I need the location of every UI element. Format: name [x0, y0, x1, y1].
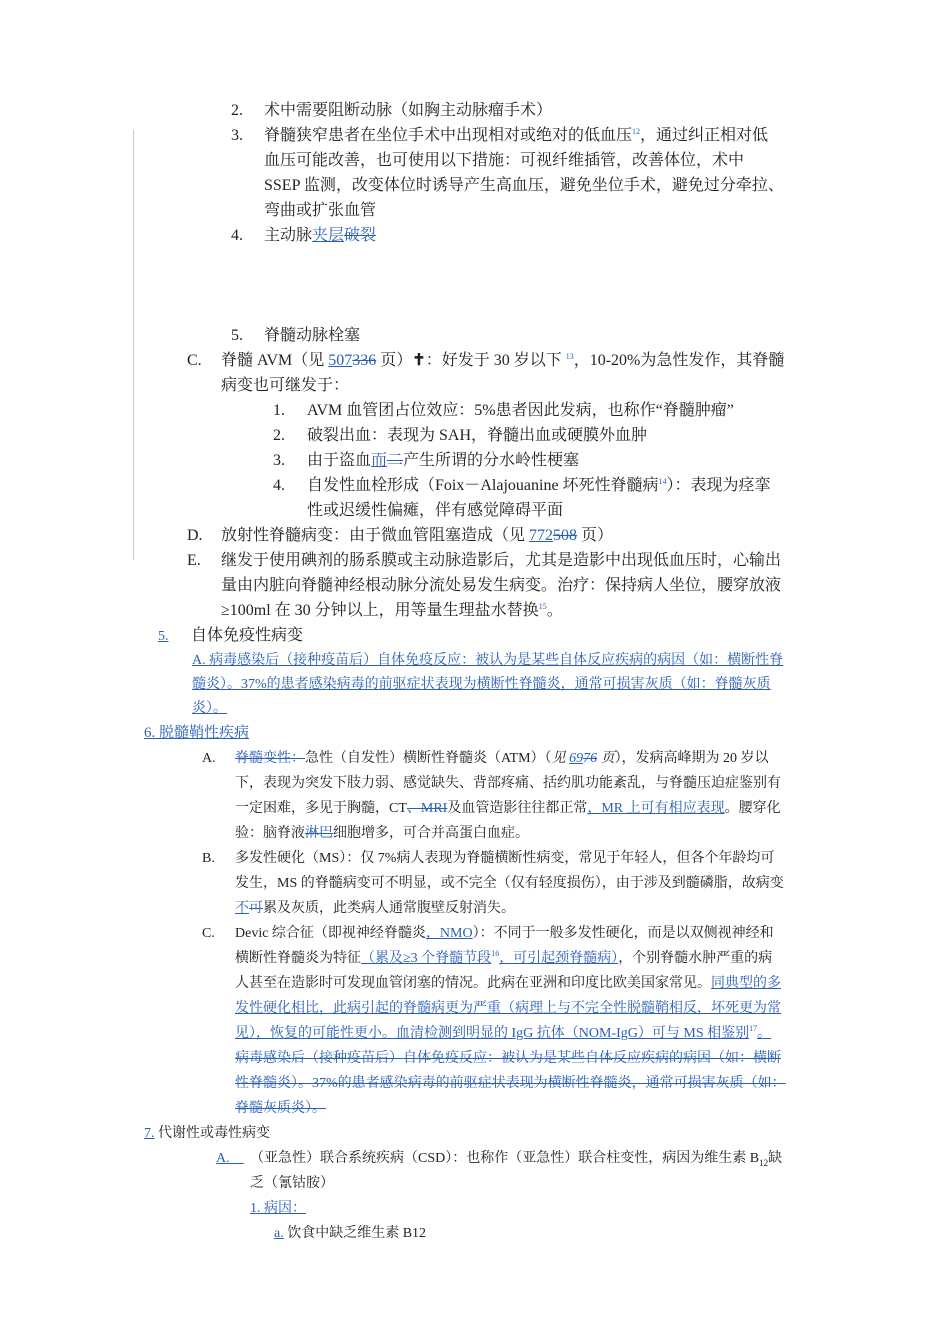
revision-bar: [133, 130, 134, 470]
paragraph-line: 见），恢复的可能性更小。血清检测到明显的 IgG 抗体（NOM-IgG）可与 MS 相鉴别$^{17}$。: [235, 1024, 772, 1041]
paragraph-line: 炎）。: [192, 701, 227, 716]
paragraph-line: 横断性脊髓炎为特征（累及≥3 个脊髓节段$^{16}$，可引起颈脊髓病），个别脊髓水肿严重的病: [235, 949, 773, 966]
list-number: 2.: [231, 102, 243, 119]
list-number: 4.: [273, 477, 285, 494]
paragraph-line: 多发性硬化（MS）：仅 7%病人表现为脊髓横断性病变，常见于年轻人，但各个年龄均可: [235, 851, 775, 866]
list-item: [231, 98, 243, 123]
footnote-ref: 13: [565, 352, 574, 361]
tracked-deletion: 病毒感染后（接种疫苗后）自体免疫反应：被认为是某些自体反应疾病的病因（如：横断: [235, 1051, 781, 1066]
tracked-deletion: 76: [583, 751, 598, 766]
list-letter: E.: [187, 552, 201, 569]
paragraph-line: [235, 1096, 326, 1121]
tracked-insertion: 而: [371, 452, 388, 469]
paragraph-line: [235, 1071, 786, 1096]
list-item-text: 放射性脊髓病变：由于微血管阻塞造成（见 772508 页）: [221, 527, 614, 544]
paragraph-line: 一定困难，多见于胸髓，CT、MRI及血管造影往往都正常，MR 上可有相应表现。腰穿化: [235, 801, 781, 816]
tracked-deletion: 脊髓变性：: [235, 751, 305, 766]
list-letter: C.: [202, 926, 215, 941]
tracked-insertion: 同典型的多: [711, 976, 781, 991]
paragraph-line: Devic 综合征（即视神经脊髓炎，NMO）：不同于一般多发性硬化，而是以双侧视神经和: [235, 926, 774, 941]
tracked-deletion: 性脊髓炎）。37%的患者感染病毒的前驱症状表现为横断性脊髓炎，通常可损害灰质（如：: [235, 1076, 786, 1091]
list-item-text: 脊髓 AVM（见 507336 页）✝：好发于 30 岁以下 $^{13}$，10-20%为急性发作，其脊髓: [221, 352, 785, 369]
footnote-ref: 12: [632, 127, 641, 136]
paragraph-line: [235, 996, 781, 1021]
revision-bar: [133, 470, 134, 560]
tracked-insertion: 69: [569, 751, 584, 766]
footnote-ref: 14: [658, 477, 667, 486]
tracked-insertion: 夹层: [312, 227, 345, 244]
list-item-text: 量由内脏向脊髓神经根动脉分流处易发生病变。治疗：保持病人坐位，腰穿放液: [221, 577, 782, 594]
footnote-ref: 16: [491, 949, 500, 958]
tracked-insertion: 见），恢复的可能性更小。血清检测到明显的 IgG 抗体（NOM-IgG）可与 MS 相鉴别: [235, 1026, 750, 1041]
tracked-deletion: 破裂: [344, 227, 377, 244]
paragraph-line: 髓炎）。37%的患者感染病毒的前驱症状表现为横断性脊髓炎，通常可损害灰质（如：脊髓灰质: [192, 677, 771, 692]
list-number: 2.: [273, 427, 285, 444]
tracked-insertion: ，可引起颈脊髓病）: [499, 951, 619, 966]
list-item-text: 术中需要阻断动脉（如胸主动脉瘤手术）: [264, 102, 553, 119]
list-item-text: 继发于使用碘剂的肠系膜或主动脉造影后，尤其是造影中出现低血压时，心输出: [221, 552, 782, 569]
footnote-ref: 17: [749, 1024, 758, 1033]
tracked-deletion: 二: [387, 452, 404, 469]
tracked-deletion: 淋巴: [305, 826, 333, 841]
list-item-text: 由于盗血而二产生所谓的分水岭性梗塞: [307, 452, 580, 469]
list-number: 5.: [231, 327, 243, 344]
section-heading: 7. 代谢性或毒性病变: [144, 1126, 270, 1141]
tracked-deletion: 可: [249, 901, 263, 916]
tracked-insertion: ，MR 上可有相应表现: [587, 801, 725, 816]
list-item: a. 饮食中缺乏维生素 B12: [274, 1226, 427, 1241]
paragraph-line: 验：脑脊液淋巴细胞增多，可合并高蛋白血症。: [235, 826, 529, 841]
footnote-ref: 15: [538, 602, 547, 611]
list-letter: C.: [187, 352, 202, 369]
list-item-text: 弯曲或扩张血管: [264, 202, 377, 219]
list-item-text: 自发性血栓形成（Foix－Alajouanine 坏死性脊髓病$^{14}$）：表现为痉挛: [307, 477, 771, 494]
paragraph-line: A. 病毒感染后（接种疫苗后）自体免疫反应：被认为是某些自体反应疾病的病因（如：横断性脊: [192, 653, 784, 668]
list-number: 4.: [231, 227, 243, 244]
section-number: 7.: [144, 1126, 155, 1141]
dagger-mark: ✝: [412, 352, 426, 369]
tracked-insertion: 不: [235, 901, 249, 916]
list-number: 3.: [231, 127, 243, 144]
list-item-text: 性或迟缓性偏瘫，伴有感觉障碍平面: [307, 502, 564, 519]
tracked-insertion: ，NMO: [425, 926, 473, 941]
list-letter: A.: [216, 1151, 230, 1166]
section-heading: 6. 脱髓鞘性疾病: [144, 725, 250, 741]
tracked-insertion: 发性硬化相比，此病引起的脊髓病更为严重（病理上与不完全性脱髓鞘相反，坏死更为常: [235, 1001, 781, 1016]
paragraph-line: [235, 1046, 781, 1071]
list-item: 1. 病因：: [250, 1201, 306, 1216]
section-number: 5.: [158, 629, 169, 644]
paragraph-line: 发生，MS 的脊髓病变可不明显，或不完全（仅有轻度损伤），由于涉及到髓磷脂，故病变: [235, 876, 784, 891]
paragraph-line: 人甚至在造影时可发现血管闭塞的情况。此病在亚洲和印度比欧美国家常见。同典型的多: [235, 976, 781, 991]
list-letter: B.: [202, 851, 215, 866]
list-item-text: 破裂出血：表现为 SAH，脊髓出血或硬膜外血肿: [307, 427, 648, 444]
tracked-insertion: （累及≥3 个脊髓节段: [361, 951, 492, 966]
tracked-insertion: 507: [328, 352, 353, 369]
tracked-deletion: 336: [352, 352, 377, 369]
paragraph-line: 不可累及灰质，此类病人通常腹壁反射消失。: [235, 901, 515, 916]
tracked-insertion: 772: [529, 527, 554, 544]
paragraph-line: 脊髓变性：急性（自发性）横断性脊髓炎（ATM）（见 6976 页），发病高峰期为 20 岁以: [235, 751, 769, 766]
list-item-text: ≥100ml 在 30 分钟以上，用等量生理盐水替换$^{15}$。: [221, 602, 563, 619]
list-item-text: 脊髓狭窄患者在坐位手术中出现相对或绝对的低血压$^{12}$，通过纠正相对低: [264, 127, 769, 144]
list-number: 3.: [273, 452, 285, 469]
list-number: 1.: [273, 402, 285, 419]
list-letter: A.: [202, 751, 216, 766]
paragraph-line: 乏（氰钴胺）: [250, 1176, 334, 1191]
list-item-text: AVM 血管团占位效应：5%患者因此发病，也称作“脊髓肿瘤”: [307, 402, 734, 419]
tracked-deletion: 、MRI: [406, 801, 448, 816]
list-letter: D.: [187, 527, 203, 544]
list-item-text: 主动脉夹层破裂: [264, 227, 377, 244]
list-item-text: 病变也可继发于：: [221, 377, 350, 394]
paragraph-line: （亚急性）联合系统疾病（CSD）：也称作（亚急性）联合柱变性，病因为维生素 $B_{12}$缺: [250, 1151, 783, 1168]
tracked-deletion: 508: [553, 527, 578, 544]
list-item-text: 脊髓动脉栓塞: [264, 327, 361, 344]
list-item-text: SSEP 监测，改变体位时诱导产生高血压，避免坐位手术，避免过分牵拉、: [264, 177, 784, 194]
paragraph-line: 下，表现为突发下肢力弱、感觉缺失、背部疼痛、括约肌功能紊乱，与脊髓压迫症鉴别有: [235, 776, 781, 791]
tracked-deletion: 脊髓灰质炎）。: [235, 1101, 326, 1116]
list-item-text: 血压可能改善，也可使用以下措施：可视纤维插管，改善体位，术中: [264, 152, 745, 169]
section-heading: 5. 自体免疫性病变: [158, 623, 303, 649]
